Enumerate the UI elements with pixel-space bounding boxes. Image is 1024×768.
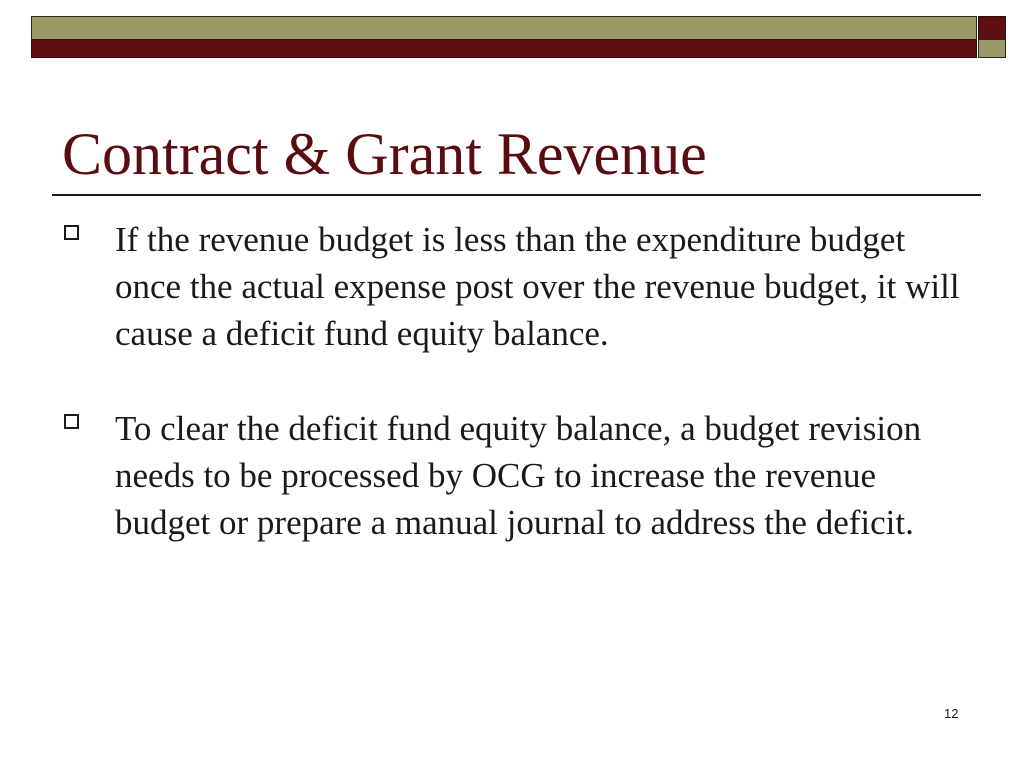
bullet-list — [62, 216, 974, 546]
bullet-text: If the revenue budget is less than the expenditure budget once the actual expense post over the revenue budget, it will cause a deficit fund equity balance. — [115, 220, 960, 353]
header-band-olive-bar — [31, 16, 977, 40]
bullet-item — [62, 405, 974, 546]
hollow-square-bullet-icon — [64, 225, 79, 240]
slide-title: Contract & Grant Revenue — [62, 121, 707, 187]
page-number: 12 — [944, 706, 959, 721]
header-band-maroon-bar — [31, 39, 977, 58]
header-band-maroon-square — [978, 16, 1006, 40]
bullet-item — [62, 216, 974, 357]
header-band — [31, 16, 1006, 58]
title-divider — [52, 194, 981, 196]
header-band-olive-square — [978, 39, 1006, 58]
hollow-square-bullet-icon — [64, 414, 79, 429]
bullet-text: To clear the deficit fund equity balance, a budget revision needs to be processed by OCG to increase the revenue budget or prepare a manual journal to address the deficit. — [115, 409, 922, 542]
